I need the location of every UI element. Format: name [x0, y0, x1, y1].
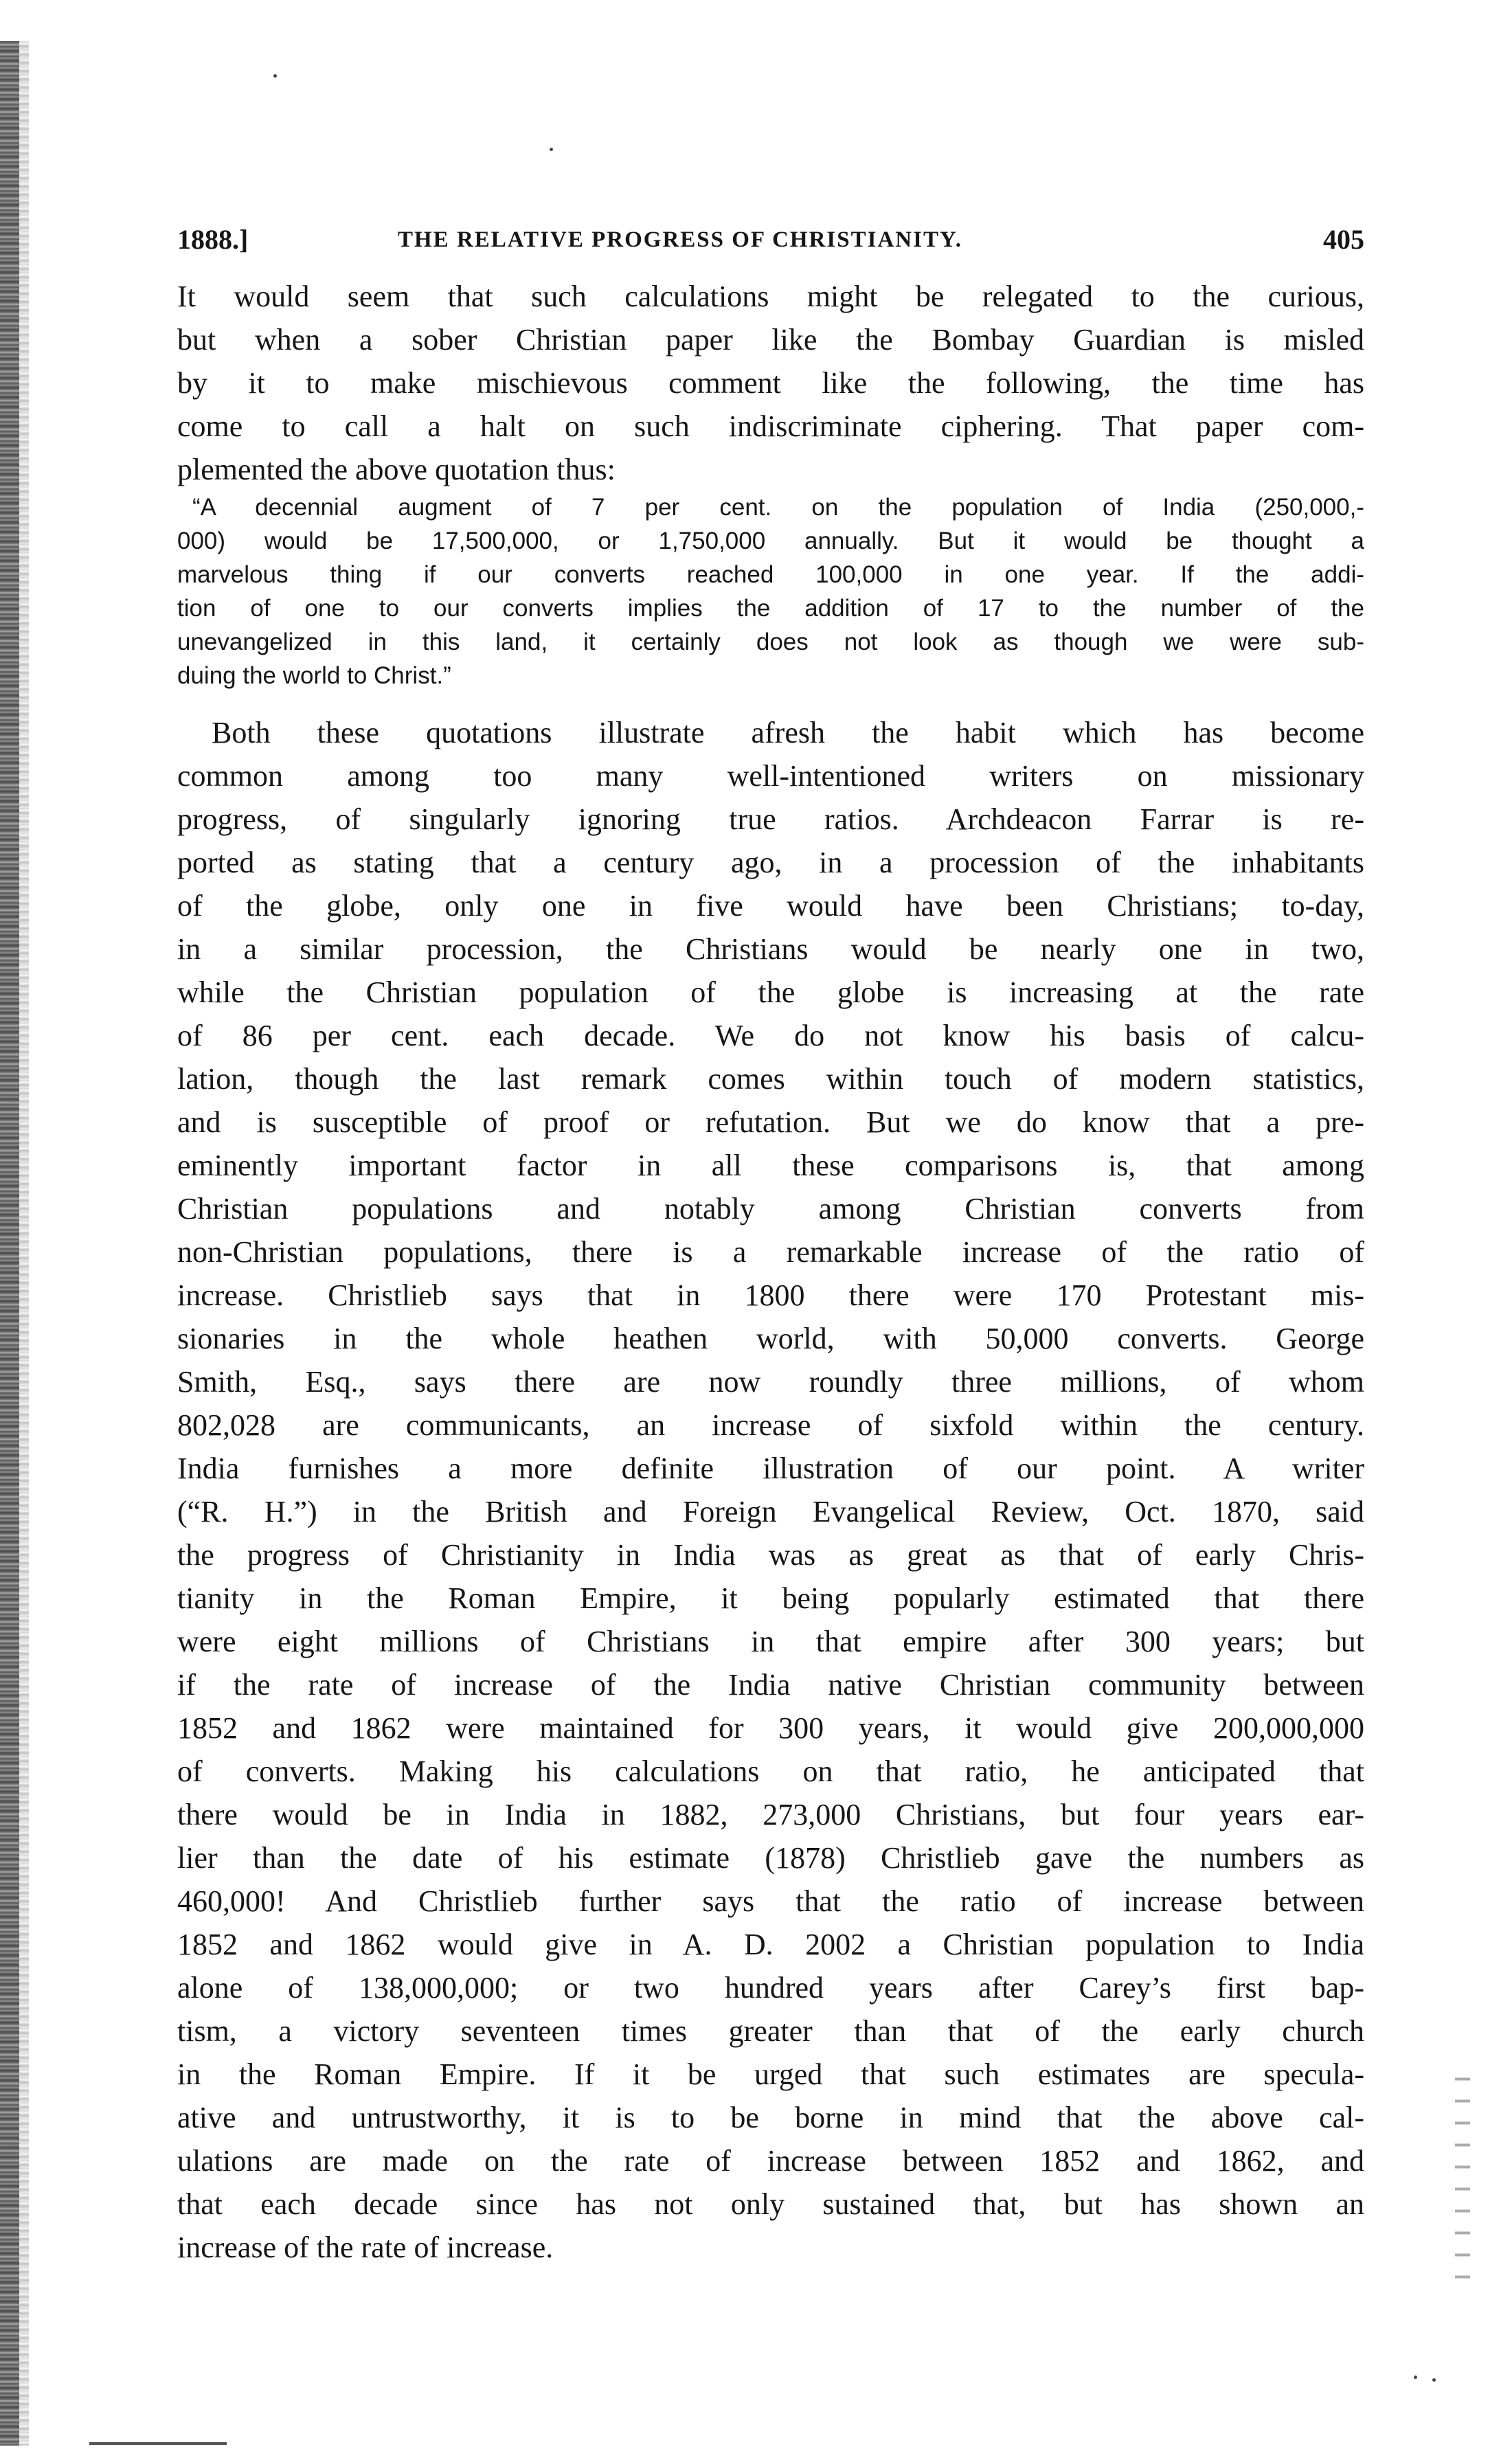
text-line: India furnishes a more definite illustration of our point. A writer — [177, 1452, 1364, 1485]
header-year: 1888.] — [177, 224, 249, 255]
running-header — [177, 223, 1364, 264]
text-line: but when a sober Christian paper like the Bombay Guardian is misled — [177, 323, 1364, 357]
text-line: 460,000! And Christlieb further says that the ratio of increase between — [177, 1884, 1364, 1918]
text-line: 1852 and 1862 would give in A. D. 2002 a Christian population to India — [177, 1928, 1364, 1961]
text-line: ulations are made on the rate of increase between 1852 and 1862, and — [177, 2144, 1364, 2178]
text-line: in a similar procession, the Christians would be nearly one in two, — [177, 932, 1364, 966]
text-line: of the globe, only one in five would have been Christians; to-day, — [177, 889, 1364, 923]
text-line: in the Roman Empire. If it be urged that such estimates are specula- — [177, 2057, 1364, 2091]
text-line: there would be in India in 1882, 273,000 Christians, but four years ear- — [177, 1798, 1364, 1831]
page-binding-edge — [0, 41, 19, 2446]
text-line: Both these quotations illustrate afresh the habit which has become — [212, 716, 1364, 749]
text-line: if the rate of increase of the India native Christian community between — [177, 1668, 1364, 1702]
text-line: plemented the above quotation thus: — [177, 453, 616, 486]
quote-line: tion of one to our converts implies the addition of 17 to the number of the — [177, 595, 1364, 622]
text-line: lier than the date of his estimate (1878) Christlieb gave the numbers as — [177, 1841, 1364, 1875]
scan-margin-marks — [1455, 2068, 1470, 2294]
text-line: non-Christian populations, there is a remarkable increase of the ratio of — [177, 1235, 1364, 1269]
block-quote — [177, 490, 1364, 692]
page-number: 405 — [1323, 224, 1364, 255]
text-line: eminently important factor in all these comparisons is, that among — [177, 1149, 1364, 1182]
text-line: 1852 and 1862 were maintained for 300 years, it would give 200,000,000 — [177, 1711, 1364, 1745]
text-line: that each decade since has not only sustained that, but has shown an — [177, 2187, 1364, 2221]
text-line: ported as stating that a century ago, in a procession of the inhabitants — [177, 846, 1364, 879]
text-line: by it to make mischievous comment like the following, the time has — [177, 366, 1364, 400]
header-title: THE RELATIVE PROGRESS OF CHRISTIANITY. — [398, 227, 963, 252]
text-line: of 86 per cent. each decade. We do not know his basis of calcu- — [177, 1019, 1364, 1052]
text-line: Christian populations and notably among Christian converts from — [177, 1192, 1364, 1226]
scan-speck — [1432, 2378, 1436, 2382]
quote-line: unevangelized in this land, it certainly does not look as though we were sub- — [177, 629, 1364, 655]
text-line: increase. Christlieb says that in 1800 there were 170 Protestant mis- — [177, 1278, 1364, 1312]
text-line: and is susceptible of proof or refutation. But we do know that a pre- — [177, 1105, 1364, 1139]
text-line: sionaries in the whole heathen world, with 50,000 converts. George — [177, 1322, 1364, 1355]
text-line: the progress of Christianity in India was as great as that of early Chris- — [177, 1538, 1364, 1572]
text-line: come to call a halt on such indiscriminate ciphering. That paper com- — [177, 409, 1364, 443]
text-line: Smith, Esq., says there are now roundly three millions, of whom — [177, 1365, 1364, 1399]
quote-line: “A decennial augment of 7 per cent. on the population of India (250,000,- — [192, 494, 1364, 521]
text-line: while the Christian population of the globe is increasing at the rate — [177, 975, 1364, 1009]
text-line: lation, though the last remark comes within touch of modern statistics, — [177, 1062, 1364, 1096]
text-line: ative and untrustworthy, it is to be borne in mind that the above cal- — [177, 2101, 1364, 2134]
text-line: common among too many well-intentioned writers on missionary — [177, 759, 1364, 793]
bottom-edge-rule — [89, 2442, 227, 2445]
page-binding-shadow — [19, 41, 29, 2446]
text-line: It would seem that such calculations might be relegated to the curious, — [177, 280, 1364, 313]
text-line: progress, of singularly ignoring true ratios. Archdeacon Farrar is re- — [177, 802, 1364, 836]
text-line: increase of the rate of increase. — [177, 2231, 554, 2264]
quote-line: 000) would be 17,500,000, or 1,750,000 annually. But it would be thought a — [177, 528, 1364, 554]
paragraph-2 — [177, 711, 1364, 2269]
text-line: alone of 138,000,000; or two hundred years after Carey’s first bap- — [177, 1971, 1364, 2005]
scan-speck — [273, 74, 277, 78]
text-line: (“R. H.”) in the British and Foreign Evangelical Review, Oct. 1870, said — [177, 1495, 1364, 1528]
quote-line: duing the world to Christ.” — [177, 662, 451, 689]
text-line: tianity in the Roman Empire, it being popularly estimated that there — [177, 1581, 1364, 1615]
text-line: were eight millions of Christians in that empire after 300 years; but — [177, 1625, 1364, 1658]
scan-speck — [1414, 2376, 1417, 2379]
paragraph-1 — [177, 275, 1364, 491]
scan-speck — [550, 148, 553, 151]
text-line: of converts. Making his calculations on that ratio, he anticipated that — [177, 1754, 1364, 1788]
text-line: tism, a victory seventeen times greater than that of the early church — [177, 2014, 1364, 2048]
text-line: 802,028 are communicants, an increase of sixfold within the century. — [177, 1408, 1364, 1442]
quote-line: marvelous thing if our converts reached 100,000 in one year. If the addi- — [177, 561, 1364, 588]
